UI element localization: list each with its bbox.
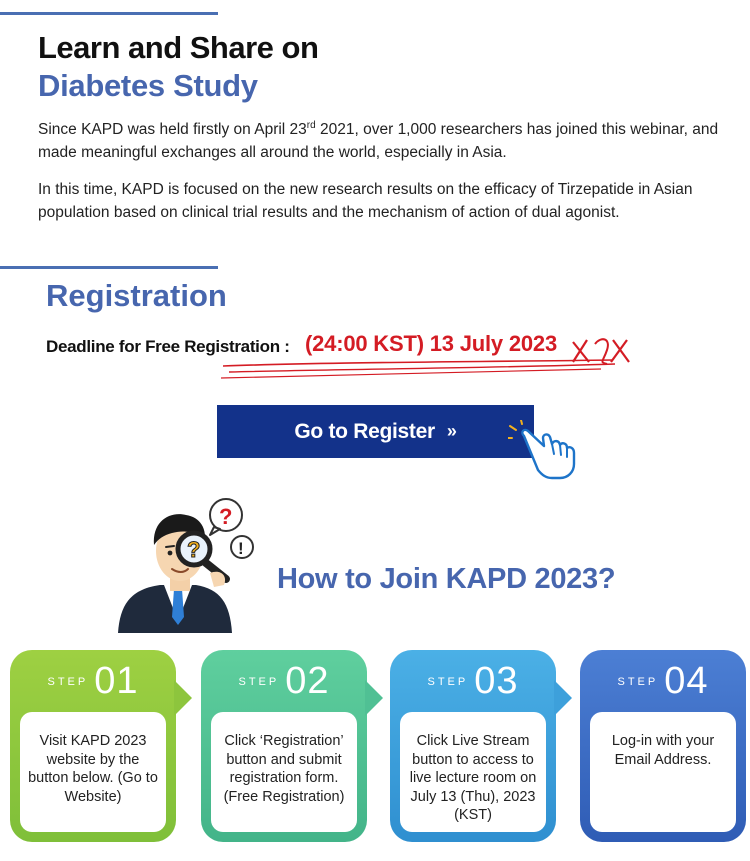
intro-title-line2: Diabetes Study — [38, 68, 258, 103]
step-header — [390, 660, 556, 703]
step-card-01 — [10, 650, 176, 842]
step-word: STEP — [617, 675, 659, 688]
step-header — [580, 660, 746, 703]
step-description: Click Live Stream button to access to live lecture room on July 13 (Thu), 2023 (KST) — [400, 712, 546, 832]
step-word: STEP — [238, 675, 280, 688]
svg-text:!: ! — [238, 539, 244, 558]
step-word: STEP — [427, 675, 469, 688]
intro-title-line1: Learn and Share on — [38, 30, 319, 65]
go-to-register-label: Go to Register — [294, 419, 435, 443]
svg-text:?: ? — [219, 504, 233, 529]
deadline-label: Deadline for Free Registration : — [46, 337, 290, 356]
top-divider — [0, 12, 218, 15]
pointing-hand-icon — [508, 420, 588, 484]
step-description: Click ‘Registration’ button and submit registration form. (Free Registration) — [211, 712, 357, 832]
step-number: 01 — [94, 660, 139, 702]
intro-paragraph-1: Since KAPD was held firstly on April 23rd 2021, over 1,000 researchers has joined this webinar, and made meaningful exchanges all around the world, especially in Asia. — [38, 119, 719, 161]
arrow-right-icon — [365, 680, 383, 716]
chevron-right-icon: » — [446, 421, 457, 441]
step-number: 02 — [285, 660, 330, 702]
step-number: 03 — [474, 660, 519, 702]
intro-paragraph-2: In this time, KAPD is focused on the new research results on the efficacy of Tirzepatide in Asian population based on clinical trial results and the mechanism of action of dual agonist. — [38, 181, 693, 221]
registration-title: Registration — [46, 278, 227, 313]
man-with-magnifier-illustration — [110, 493, 260, 633]
red-scribble-icon — [215, 328, 635, 384]
deadline-value: (24:00 KST) 13 July 2023 — [305, 331, 558, 356]
arrow-right-icon — [174, 680, 192, 716]
step-header — [10, 660, 176, 703]
step-header — [201, 660, 367, 703]
registration-divider — [0, 266, 218, 269]
how-to-join-title: How to Join KAPD 2023? — [277, 563, 616, 595]
step-card-03 — [390, 650, 556, 842]
step-card-04 — [580, 650, 746, 842]
go-to-register-button[interactable] — [217, 405, 534, 458]
step-description: Visit KAPD 2023 website by the button below. (Go to Website) — [20, 712, 166, 832]
step-description: Log-in with your Email Address. — [590, 712, 736, 832]
step-word: STEP — [47, 675, 89, 688]
step-card-02 — [201, 650, 367, 842]
arrow-right-icon — [554, 680, 572, 716]
step-number: 04 — [664, 660, 709, 702]
svg-text:?: ? — [187, 537, 201, 562]
